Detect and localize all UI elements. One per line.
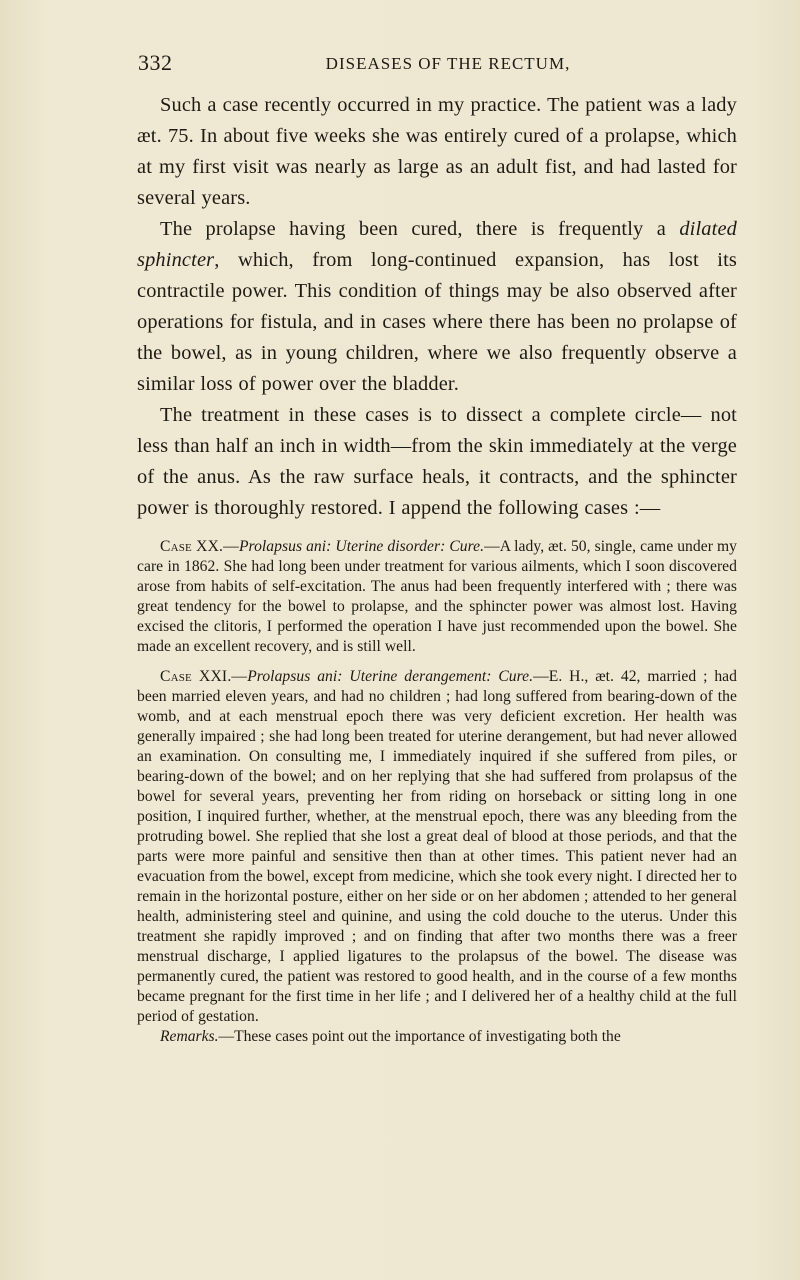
case-label: Case XXI.—: [160, 668, 248, 685]
main-paragraphs: [137, 90, 737, 524]
paragraph-3-start: The treatment in these cases is to dissect a complete circle—: [160, 404, 702, 426]
case-section: [137, 537, 737, 1047]
body-text: [137, 90, 737, 1047]
paragraph-3: [137, 400, 737, 524]
paragraph-2: [137, 214, 737, 400]
remarks-text: —These cases point out the importance of investigating both the: [218, 1028, 621, 1045]
case-text: —E. H., æt. 42, married ; had been married eleven years, and had no children ; had long suffered from bearing-down of the womb, and at each menstrual epoch there was very deficient excretion. Her health was generally impaired ; she had long been treated for uterine derangement, but had never allowed an examination. On consulting me, I immediately inquired if she suffered from piles, or bearing-down of the bowel; and on her replying that she had suffered from prolapsus of the bowel for several years, preventing her from riding on horseback or sitting long in one position, I inquired further, whether, at the menstrual epoch, there was any bleeding from the protruding bowel. She replied that she lost a great deal of blood at those periods, and that the parts were more painful and sensitive then than at other times. This patient never had an evacuation from the bowel, except from medicine, which she took every night. I directed her to remain in the horizontal posture, either on her side or on her abdomen ; attended to her general health, administering steel and quinine, and using the cold douche to the uterus. Under this treatment she rapidly improved ; and on finding that after two months there was a freer menstrual discharge, I applied ligatures to the prolapsus of the bowel. The disease was permanently cured, the patient was restored to good health, and in the course of a few months became pregnant for the first time in her life ; and I delivered her of a healthy child at the full period of gestation.: [137, 668, 737, 1025]
paragraph-1: Such a case recently occurred in my practice. The patient was a lady æt. 75. In about five weeks she was entirely cured of a prolapse, which at my first visit was nearly as large as an adult fist, and had lasted for several years.: [137, 94, 737, 209]
paragraph-3-rest: not less than half an inch in width—from the skin immediately at the verge of the anus. As the raw surface heals, it contracts, and the sphincter power is thoroughly restored. I append the following cases :—: [137, 404, 737, 519]
case-xx: [137, 537, 737, 657]
case-title: Prolapsus ani: Uterine derangement: Cure.: [247, 668, 534, 685]
case-xxi: [137, 667, 737, 1027]
case-title: Prolapsus ani: Uterine disorder: Cure.: [238, 538, 485, 555]
italic-term: dilated sphincter: [137, 218, 737, 271]
remarks-label: Remarks.: [160, 1028, 219, 1045]
case-label: Case XX.—: [160, 538, 239, 555]
remarks: [137, 1027, 737, 1047]
paragraph-2-before: The prolapse having been cured, there is frequently a: [160, 218, 680, 240]
page-header: [138, 50, 738, 84]
running-head: DISEASES OF THE RECTUM,: [325, 54, 571, 73]
case-text: —A lady, æt. 50, single, came under my care in 1862. She had long been under treatment for various ailments, which I soon discovered arose from habits of self-excitation. The anus had been frequently interfered with ; there was great tendency for the bowel to prolapse, and the sphincter power was almost lost. Having excised the clitoris, I performed the operation I have just recommended upon the bowel. She made an excellent recovery, and is still well.: [137, 538, 737, 655]
paragraph-2-after: , which, from long-continued expansion, has lost its contractile power. This condition of things may be also observed after operations for fistula, and in cases where there has been no prolapse of the bowel, as in young children, where we also frequently observe a similar loss of power over the bladder.: [137, 249, 737, 395]
page-number: 332: [138, 50, 173, 75]
